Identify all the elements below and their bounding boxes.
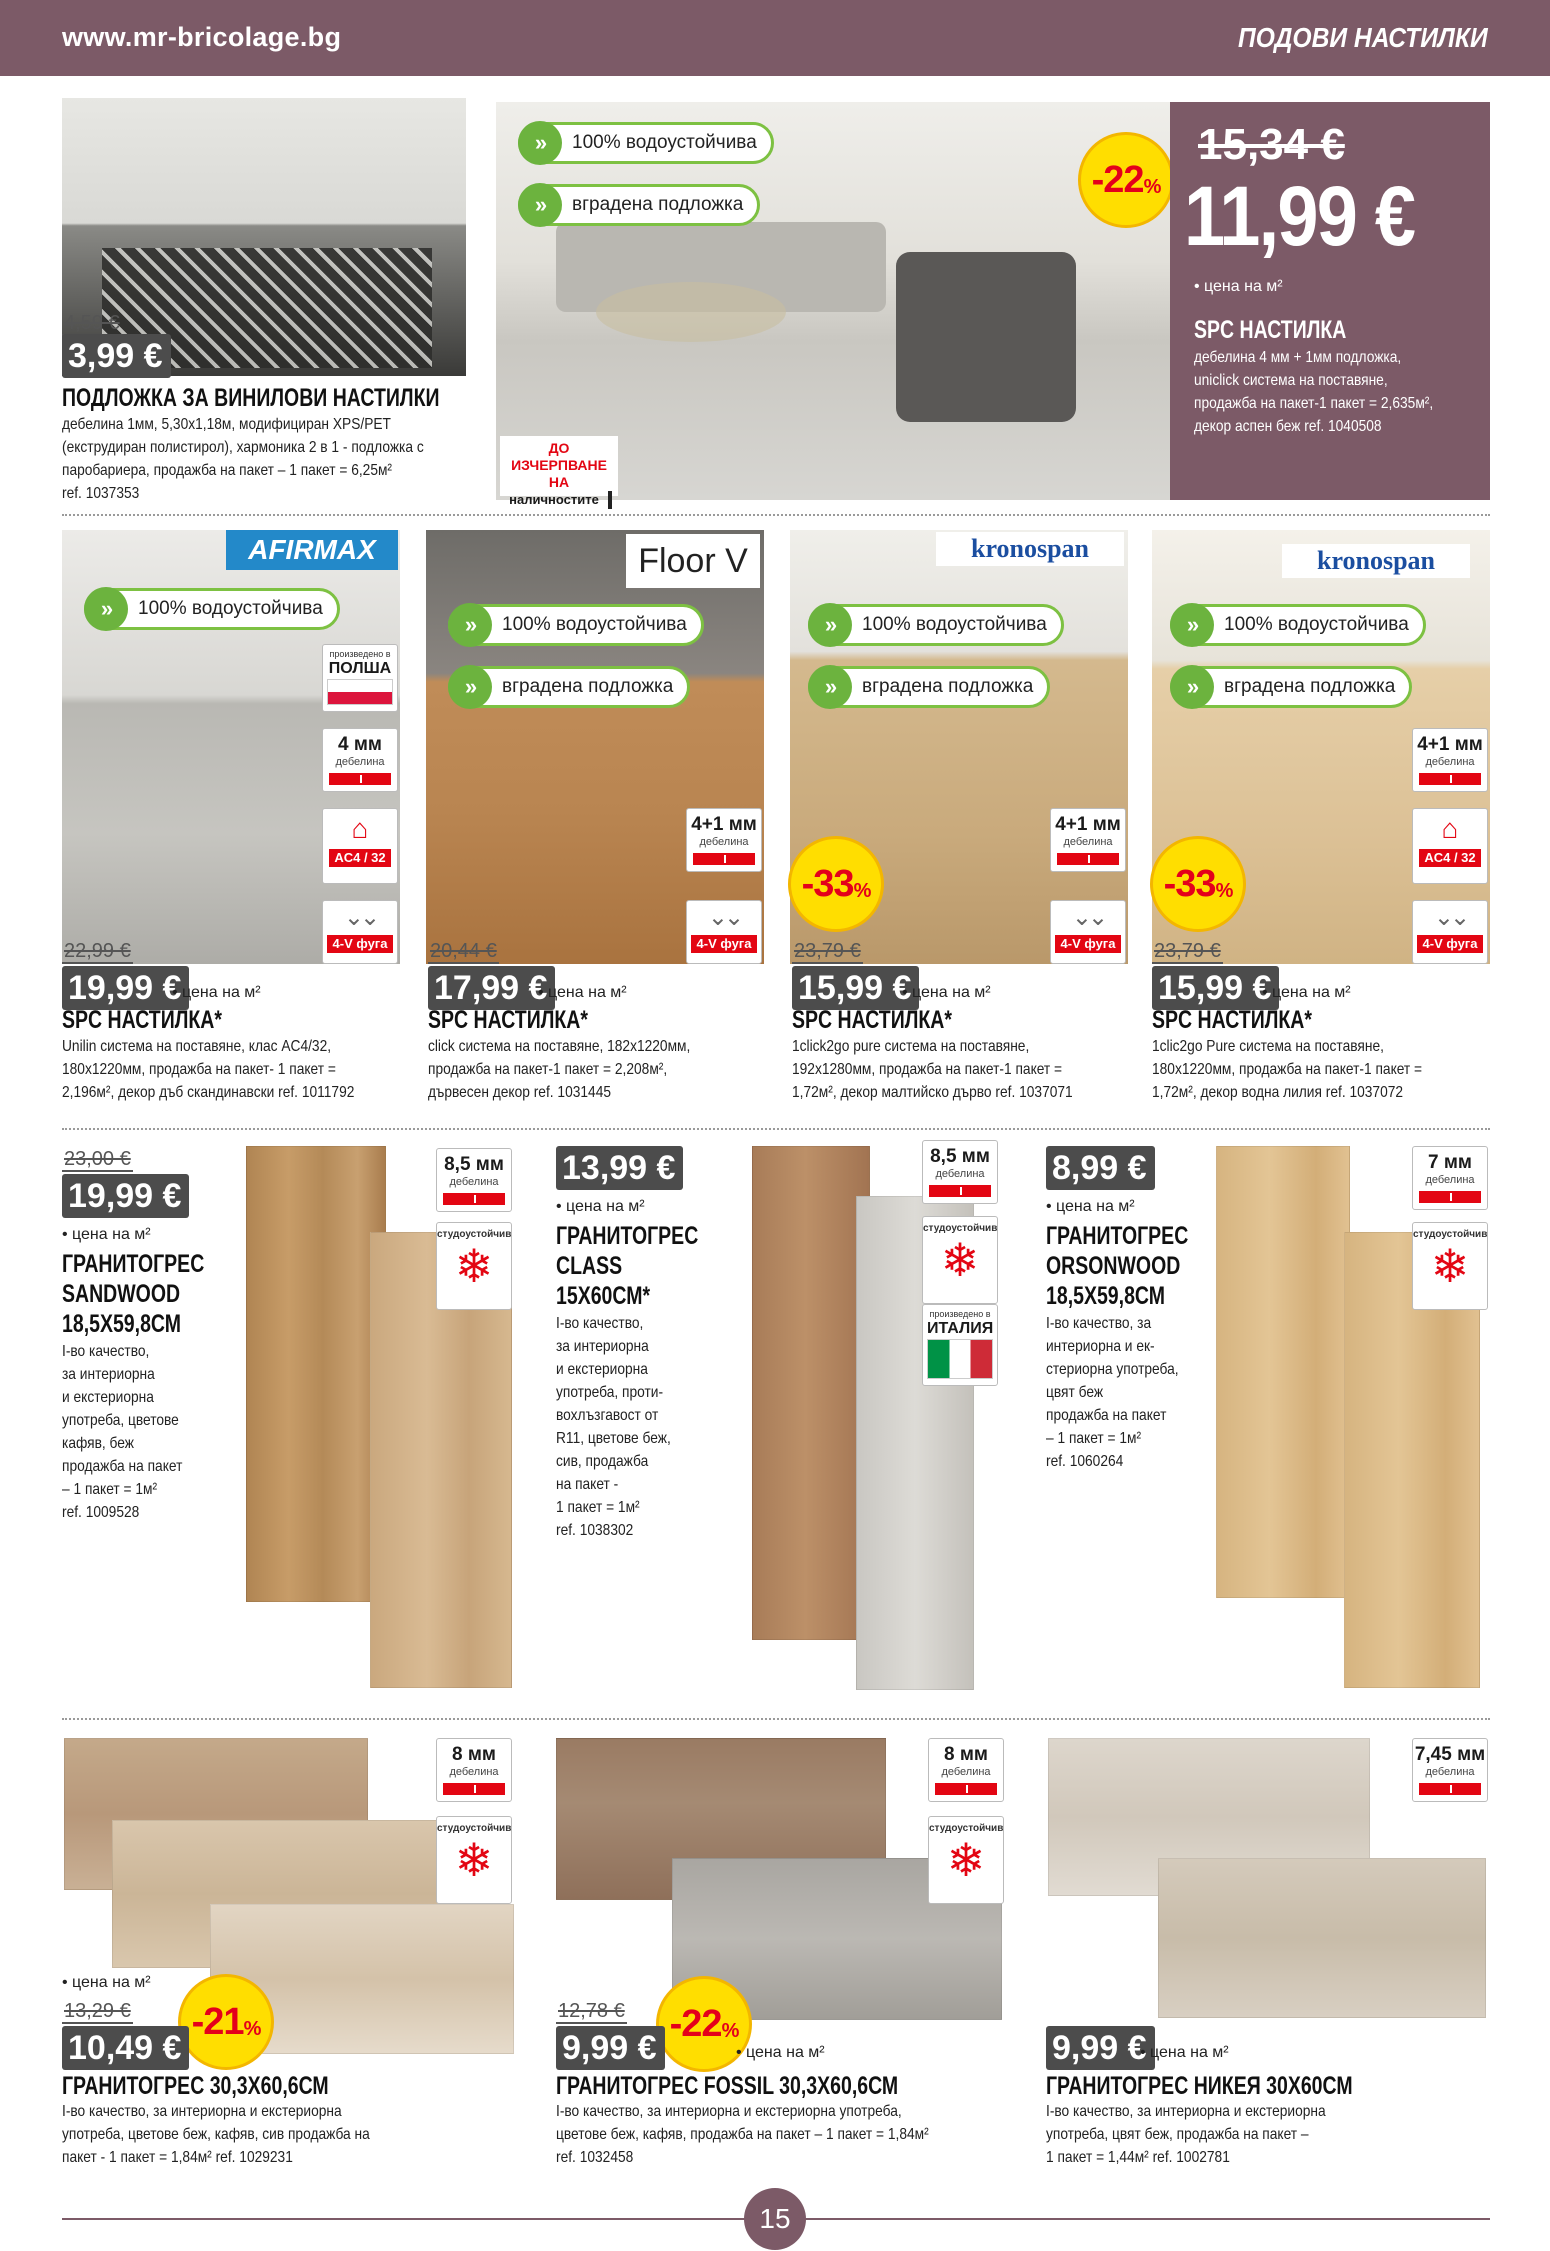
p2-discount-badge: -22 % xyxy=(1078,132,1174,228)
thickness-icon xyxy=(693,853,755,865)
thickness-label: дебелина xyxy=(335,756,385,768)
p12-title: ГРАНИТОГРЕС НИКЕЯ 30Х60СМ xyxy=(1046,2072,1353,2100)
p8-title-1: ГРАНИТОГРЕС xyxy=(556,1222,699,1250)
p2-feature-waterproof xyxy=(518,122,774,164)
p9-frost-badge xyxy=(1412,1222,1488,1310)
house-icon: ⌂ xyxy=(351,813,369,844)
poland-flag-icon xyxy=(327,679,393,705)
p6-feature-waterproof xyxy=(1170,604,1426,646)
p6-old-price: 23,79 € xyxy=(1154,940,1221,962)
thickness-label: дебелина xyxy=(449,1766,499,1778)
p3-origin-badge xyxy=(322,644,398,712)
p6-description: 1clic2go Pure система на поставяне, 180x1220мм, продажба на пакет-1 пакет = 1,72м², декор водна лилия ref. 1037072 xyxy=(1152,1038,1423,1101)
p9-tile-swatch-1 xyxy=(1216,1146,1350,1598)
thickness-label: дебелина xyxy=(1063,836,1113,848)
stock-note-line-1: ДО ИЗЧЕРПВАНЕ НА xyxy=(511,440,607,490)
p2-feature-underlay xyxy=(518,184,760,226)
p4-price: 17,99 € xyxy=(428,966,555,1010)
thickness-value: 7,45 мм xyxy=(1414,1744,1486,1765)
p9-title-1: ГРАНИТОГРЕС xyxy=(1046,1222,1189,1250)
p12-price: 9,99 € xyxy=(1046,2026,1155,2070)
thickness-icon xyxy=(443,1193,505,1205)
thickness-icon xyxy=(1419,773,1481,785)
frost-label: студоустойчив xyxy=(929,1823,1004,1834)
p10-discount-badge: -21 % xyxy=(178,1974,274,2070)
divider xyxy=(62,1128,1490,1130)
chevron-icon: » xyxy=(448,603,492,647)
frost-label: студоустойчив xyxy=(437,1823,512,1834)
chevron-icon: » xyxy=(1170,603,1214,647)
page-header xyxy=(0,0,1550,76)
thickness-value: 7 мм xyxy=(1428,1152,1472,1173)
fuga-label: 4-V фуга xyxy=(691,935,757,953)
p5-feature-underlay xyxy=(808,666,1050,708)
feature-label: вградена подложка xyxy=(502,676,674,697)
feature-label: 100% водоустойчива xyxy=(138,598,323,619)
p6-title: SPC НАСТИЛКА* xyxy=(1152,1006,1312,1034)
frost-label: студоустойчив xyxy=(1413,1229,1488,1240)
fuga-label: 4-V фуга xyxy=(327,935,393,953)
p11-frost-badge xyxy=(928,1816,1004,1904)
stock-note xyxy=(500,436,618,507)
snowflake-icon: ❄ xyxy=(946,1834,986,1886)
p11-discount-badge: -22 % xyxy=(656,1976,752,2072)
p2-per-m2: • цена на м² xyxy=(1194,278,1283,295)
armchair-shape xyxy=(896,252,1076,422)
thickness-value: 8 мм xyxy=(452,1744,496,1765)
discount-value: -33 xyxy=(1163,862,1216,905)
v-groove-icon: ⌄⌄ xyxy=(343,904,377,931)
p7-frost-badge xyxy=(436,1222,512,1310)
p4-description: click система на поставяне, 182x1220мм, продажба на пакет-1 пакет = 2,208м², дървесен декор ref. 1031445 xyxy=(428,1038,691,1101)
p6-brand-logo: kronospan xyxy=(1282,544,1470,578)
thickness-label: дебелина xyxy=(1425,756,1475,768)
p7-old-price: 23,00 € xyxy=(64,1148,131,1170)
thickness-label: дебелина xyxy=(941,1766,991,1778)
p6-fuga-badge xyxy=(1412,900,1488,964)
made-in-label: произведено в xyxy=(929,1309,991,1319)
page-number: 15 xyxy=(744,2188,806,2250)
p2-old-price: 15,34 € xyxy=(1198,120,1345,169)
p7-thickness-badge xyxy=(436,1148,512,1212)
thickness-icon xyxy=(1057,853,1119,865)
p5-old-price: 23,79 € xyxy=(794,940,861,962)
chevron-icon: » xyxy=(84,587,128,631)
feature-label: 100% водоустойчива xyxy=(862,614,1047,635)
p7-price: 19,99 € xyxy=(62,1174,189,1218)
class-label: AC4 / 32 xyxy=(1419,849,1481,867)
p9-title-2: ORSONWOOD xyxy=(1046,1252,1181,1280)
snowflake-icon: ❄ xyxy=(454,1240,494,1292)
thickness-icon xyxy=(443,1783,505,1795)
p8-title-3: 15Х60СМ* xyxy=(556,1282,651,1310)
v-groove-icon: ⌄⌄ xyxy=(1433,904,1467,931)
p5-thickness-badge xyxy=(1050,808,1126,872)
p3-brand-logo: AFIRMAX xyxy=(226,530,398,570)
discount-value: -21 xyxy=(191,2000,244,2043)
p12-thickness-badge xyxy=(1412,1738,1488,1802)
p9-description: I-во качество, за интериорна и ек- стериорна употреба, цвят беж продажба на пакет – 1 пакет = 1м² ref. 1060264 xyxy=(1046,1315,1179,1470)
chevron-icon: » xyxy=(518,121,562,165)
thickness-label: дебелина xyxy=(935,1168,985,1180)
p2-price: 11,99 € xyxy=(1184,169,1415,263)
p12-description: I-во качество, за интериорна и екстериорна употреба, цвят беж, продажба на пакет – 1 пакет = 1,44м² ref. 1002781 xyxy=(1046,2103,1326,2166)
snowflake-icon: ❄ xyxy=(1430,1240,1470,1292)
made-in-label: произведено в xyxy=(329,649,391,659)
p4-thickness-badge xyxy=(686,808,762,872)
divider xyxy=(62,1718,1490,1720)
p2-description: дебелина 4 мм + 1мм подложка, uniclick система на поставяне, продажба на пакет-1 пакет = 2,635м², декор аспен беж ref. 1040508 xyxy=(1194,349,1434,435)
feature-label: вградена подложка xyxy=(572,194,744,215)
p6-discount-badge: -33 % xyxy=(1150,836,1246,932)
origin-country: ИТАЛИЯ xyxy=(927,1320,994,1337)
p10-title: ГРАНИТОГРЕС 30,3Х60,6СМ xyxy=(62,2072,329,2100)
thickness-icon xyxy=(1419,1191,1481,1203)
site-url[interactable]: www.mr-bricolage.bg xyxy=(62,22,342,52)
chevron-icon: » xyxy=(448,665,492,709)
p2-title: SPC НАСТИЛКА xyxy=(1194,316,1347,344)
discount-value: -22 xyxy=(1091,158,1144,201)
p5-description: 1click2go pure система на поставяне, 192x1280мм, продажба на пакет-1 пакет = 1,72м², декор малтийско дърво ref. 1037071 xyxy=(792,1038,1073,1101)
p11-price: 9,99 € xyxy=(556,2026,665,2070)
thickness-label: дебелина xyxy=(699,836,749,848)
p1-old-price: 4,59 € xyxy=(64,312,120,334)
v-groove-icon: ⌄⌄ xyxy=(707,904,741,931)
p5-fuga-badge xyxy=(1050,900,1126,964)
p1-title: ПОДЛОЖКА ЗА ВИНИЛОВИ НАСТИЛКИ xyxy=(62,384,440,412)
snowflake-icon: ❄ xyxy=(940,1234,980,1286)
p5-per-m2: • цена на м² xyxy=(902,984,991,1001)
p6-thickness-badge xyxy=(1412,728,1488,792)
p3-per-m2: • цена на м² xyxy=(172,984,261,1001)
p8-origin-badge xyxy=(922,1304,998,1386)
thickness-icon xyxy=(935,1783,997,1795)
p7-title-1: ГРАНИТОГРЕС xyxy=(62,1250,205,1278)
p5-price: 15,99 € xyxy=(792,966,919,1010)
p9-price: 8,99 € xyxy=(1046,1146,1155,1190)
chevron-icon: » xyxy=(1170,665,1214,709)
p5-discount-badge: -33 % xyxy=(788,836,884,932)
p7-per-m2: • цена на м² xyxy=(62,1226,151,1243)
p10-thickness-badge xyxy=(436,1738,512,1802)
thickness-label: дебелина xyxy=(1425,1766,1475,1778)
p3-old-price: 22,99 € xyxy=(64,940,131,962)
p4-photo xyxy=(426,530,764,964)
p3-fuga-badge xyxy=(322,900,398,964)
p5-feature-waterproof xyxy=(808,604,1064,646)
thickness-value: 8 мм xyxy=(944,1744,988,1765)
p12-tile-swatch-2 xyxy=(1158,1858,1486,2018)
frost-label: студоустойчив xyxy=(923,1223,998,1234)
p9-thickness-badge xyxy=(1412,1146,1488,1210)
category-title: ПОДОВИ НАСТИЛКИ xyxy=(1238,22,1488,53)
p3-feature-waterproof xyxy=(84,588,340,630)
p7-title-2: SANDWOOD xyxy=(62,1280,181,1308)
p11-old-price: 12,78 € xyxy=(558,2000,625,2022)
p12-per-m2: • цена на м² xyxy=(1140,2044,1229,2061)
thickness-value: 4 мм xyxy=(338,734,382,755)
p10-description: I-во качество, за интериорна и екстериорна употреба, цветове беж, кафяв, сив продажба на пакет - 1 пакет = 1,84м² ref. 1029231 xyxy=(62,2103,370,2166)
thickness-icon xyxy=(1419,1783,1481,1795)
thickness-value: 8,5 мм xyxy=(444,1154,504,1175)
p11-description: I-во качество, за интериорна и екстериорна употреба, цветове беж, кафяв, продажба на пакет – 1 пакет = 1,84м² ref. 1032458 xyxy=(556,2103,929,2166)
p9-title-3: 18,5Х59,8СМ xyxy=(1046,1282,1165,1310)
origin-country: ПОЛША xyxy=(328,660,392,677)
p3-class-badge xyxy=(322,808,398,884)
feature-label: вградена подложка xyxy=(862,676,1034,697)
discount-value: -33 xyxy=(801,862,854,905)
thickness-label: дебелина xyxy=(449,1176,499,1188)
p3-thickness-badge xyxy=(322,728,398,792)
thickness-icon xyxy=(929,1185,991,1197)
thickness-value: 4+1 мм xyxy=(1055,814,1121,835)
p11-thickness-badge xyxy=(928,1738,1004,1802)
p3-description: Unilin система на поставяне, клас AC4/32, 180x1220мм, продажба на пакет- 1 пакет = 2,196м², декор дъб скандинавски ref. 1011792 xyxy=(62,1038,355,1101)
p5-title: SPC НАСТИЛКА* xyxy=(792,1006,952,1034)
p4-fuga-badge xyxy=(686,900,762,964)
class-label: AC4 / 32 xyxy=(329,849,391,867)
thickness-icon xyxy=(329,773,391,785)
chevron-icon: » xyxy=(518,183,562,227)
p6-per-m2: • цена на м² xyxy=(1262,984,1351,1001)
table-shape xyxy=(596,282,786,342)
p4-feature-underlay xyxy=(448,666,690,708)
chevron-icon: » xyxy=(808,665,852,709)
p10-frost-badge xyxy=(436,1816,512,1904)
chevron-icon: » xyxy=(808,603,852,647)
fuga-label: 4-V фуга xyxy=(1417,935,1483,953)
italy-flag-icon xyxy=(927,1339,993,1379)
p1-price: 3,99 € xyxy=(62,334,171,378)
snowflake-icon: ❄ xyxy=(454,1834,494,1886)
p6-price: 15,99 € xyxy=(1152,966,1279,1010)
divider xyxy=(62,514,1490,516)
p9-per-m2: • цена на м² xyxy=(1046,1198,1135,1215)
p7-description: I-во качество, за интериорна и екстериорна употреба, цветове кафяв, беж продажба на пакет – 1 пакет = 1м² ref. 1009528 xyxy=(62,1343,183,1521)
p8-title-2: CLASS xyxy=(556,1252,623,1280)
p7-tile-swatch-1 xyxy=(246,1146,386,1602)
p2-price-panel xyxy=(1170,102,1490,500)
thickness-value: 8,5 мм xyxy=(930,1146,990,1167)
p8-tile-swatch-1 xyxy=(752,1146,870,1640)
p10-old-price: 13,29 € xyxy=(64,2000,131,2022)
discount-value: -22 xyxy=(669,2002,722,2045)
p10-per-m2: • цена на м² xyxy=(62,1974,151,1991)
p8-description: I-во качество, за интериорна и екстериорна употреба, проти- вохлъзгавост от R11, цветове беж, сив, продажба на пакет - 1 пакет = 1м² ref. 1038302 xyxy=(556,1315,671,1539)
thickness-label: дебелина xyxy=(1425,1174,1475,1186)
feature-label: 100% водоустойчива xyxy=(572,132,757,153)
p6-class-badge xyxy=(1412,808,1488,884)
fuga-label: 4-V фуга xyxy=(1055,935,1121,953)
p6-feature-underlay xyxy=(1170,666,1412,708)
v-groove-icon: ⌄⌄ xyxy=(1071,904,1105,931)
p4-old-price: 20,44 € xyxy=(430,940,497,962)
stock-note-line-2: наличностите xyxy=(500,491,612,509)
p8-price: 13,99 € xyxy=(556,1146,683,1190)
p11-title: ГРАНИТОГРЕС FOSSIL 30,3Х60,6СМ xyxy=(556,2072,899,2100)
p4-feature-waterproof xyxy=(448,604,704,646)
feature-label: 100% водоустойчива xyxy=(1224,614,1409,635)
p4-per-m2: • цена на м² xyxy=(538,984,627,1001)
p3-title: SPC НАСТИЛКА* xyxy=(62,1006,222,1034)
feature-label: 100% водоустойчива xyxy=(502,614,687,635)
p3-price: 19,99 € xyxy=(62,966,189,1010)
p1-description: дебелина 1мм, 5,30x1,18м, модифициран XPS/PET (екструдиран полистирол), хармоника 2 в 1 - подложка с паробариера, продажба на пакет – 1 пакет = 6,25м² ref. 1037353 xyxy=(62,416,424,502)
thickness-value: 4+1 мм xyxy=(691,814,757,835)
p8-thickness-badge xyxy=(922,1140,998,1204)
frost-label: студоустойчив xyxy=(437,1229,512,1240)
p10-price: 10,49 € xyxy=(62,2026,189,2070)
p8-per-m2: • цена на м² xyxy=(556,1198,645,1215)
thickness-value: 4+1 мм xyxy=(1417,734,1483,755)
p5-brand-logo: kronospan xyxy=(936,532,1124,566)
p4-brand-logo: Floor V xyxy=(626,534,760,588)
house-icon: ⌂ xyxy=(1441,813,1459,844)
p7-title-3: 18,5Х59,8СМ xyxy=(62,1310,181,1338)
p11-per-m2: • цена на м² xyxy=(736,2044,825,2061)
p8-frost-badge xyxy=(922,1216,998,1304)
feature-label: вградена подложка xyxy=(1224,676,1396,697)
p4-title: SPC НАСТИЛКА* xyxy=(428,1006,588,1034)
